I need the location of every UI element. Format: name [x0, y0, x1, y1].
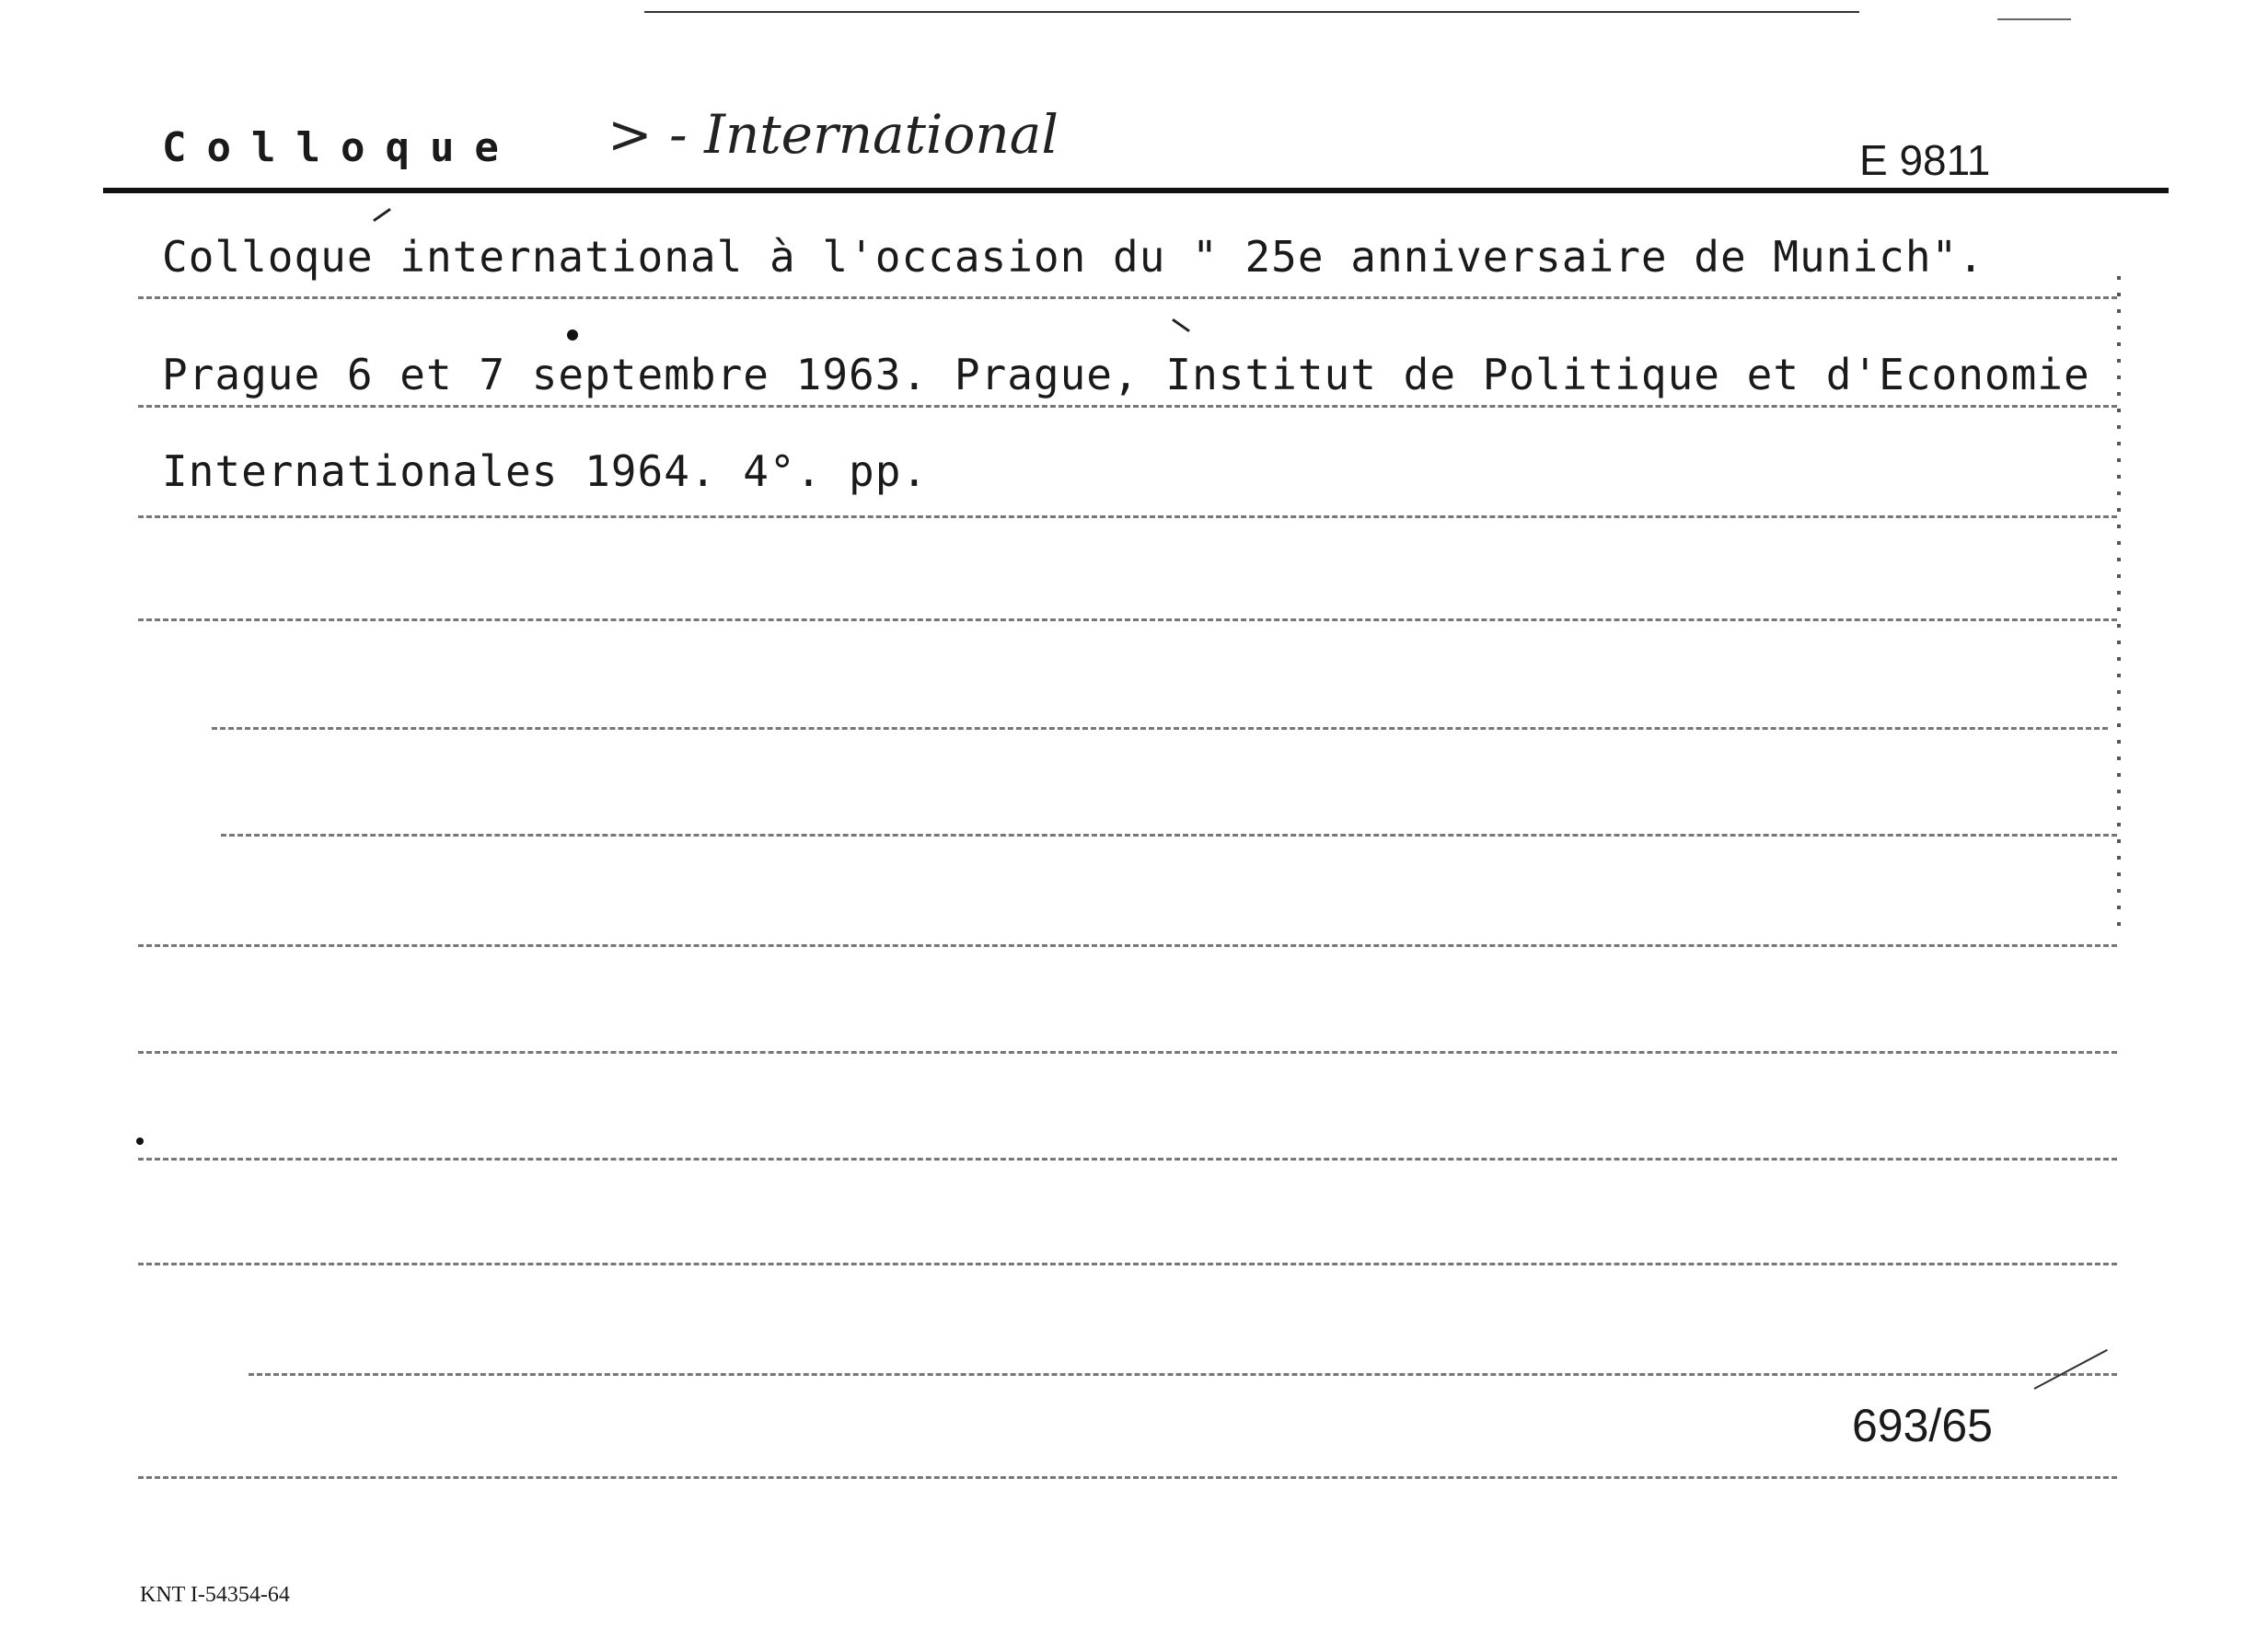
ruled-line	[138, 405, 2117, 408]
margin-marks	[2117, 276, 2121, 939]
description-line-1: Colloque international à l'occasion du " 25e anniversaire de Munich".	[162, 232, 1984, 282]
ruled-line	[212, 727, 2108, 730]
top-edge-rule	[644, 11, 1859, 13]
ruled-line	[221, 834, 2117, 837]
ruled-line	[138, 1158, 2117, 1161]
ink-dot	[567, 329, 578, 341]
ruled-line	[138, 515, 2117, 518]
handwritten-annotation: > - International	[608, 103, 1059, 166]
footer-code: KNT I-54354-64	[140, 1583, 290, 1607]
insertion-mark-2	[1172, 318, 1190, 332]
ruled-line	[138, 1051, 2117, 1054]
ruled-line	[138, 618, 2117, 621]
description-line-3: Internationales 1964. 4°. pp.	[162, 446, 929, 496]
call-number: E 9811	[1859, 136, 1991, 184]
top-edge-mark	[1997, 18, 2071, 20]
ruled-line	[249, 1373, 2117, 1376]
accession-stroke	[2034, 1349, 2108, 1390]
ruled-line	[138, 1263, 2117, 1265]
ink-dot-margin	[136, 1138, 144, 1145]
description-line-2: Prague 6 et 7 septembre 1963. Prague, Institut de Politique et d'Economie	[162, 350, 2090, 399]
main-entry-heading: Colloque	[162, 124, 519, 171]
ruled-line	[138, 1476, 2117, 1479]
heading-underline	[103, 188, 2169, 193]
insertion-mark-1	[373, 208, 391, 222]
ruled-line	[138, 944, 2117, 947]
accession-number: 693/65	[1852, 1400, 1993, 1451]
ruled-line	[138, 296, 2117, 299]
